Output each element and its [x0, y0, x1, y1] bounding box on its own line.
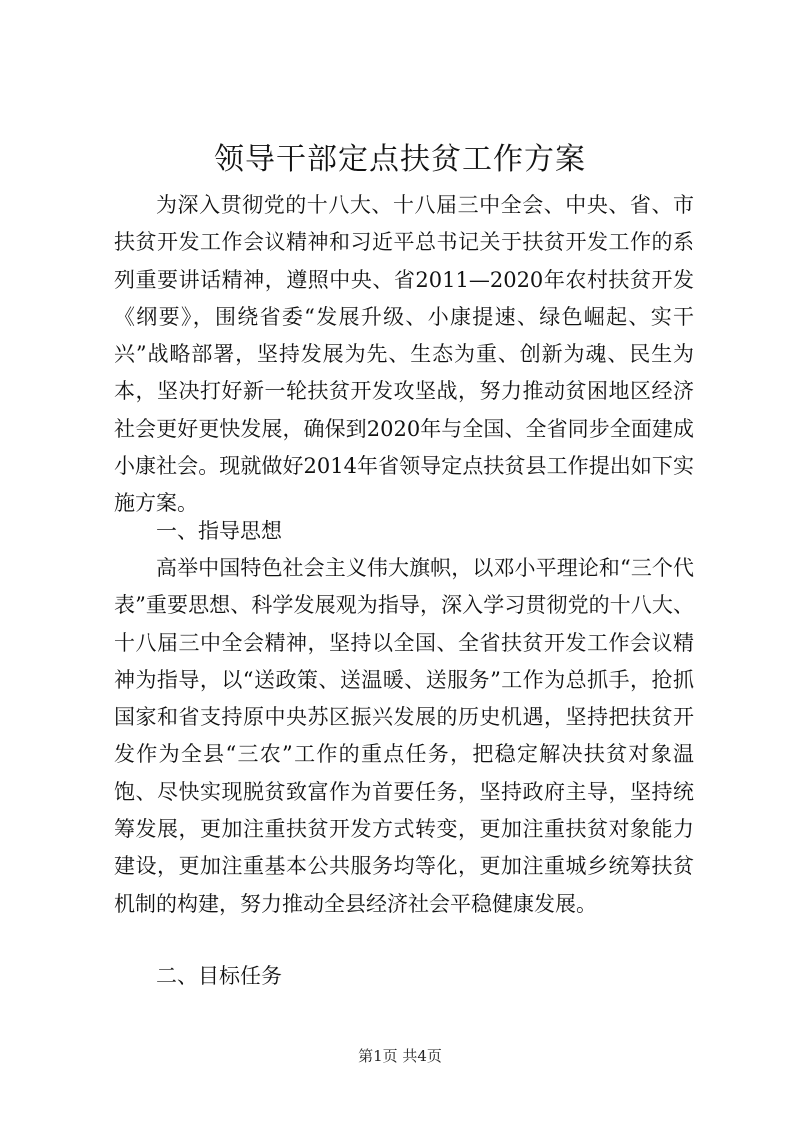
intro-paragraph: 为深入贯彻党的十八大、十八届三中全会、中央、省、市扶贫开发工作会议精神和习近平总书记关于扶贫开发工作的系列重要讲话精神，遵照中央、省2011—2020年农村扶贫开发《纲要》，围绕省委“发展升级、小康提速、绿色崛起、实干兴”战略部署，坚持发展为先、生态为重、创新为魂、民生为本，坚决打好新一轮扶贫开发攻坚战，努力推动贫困地区经济社会更好更快发展，确保到2020年与全国、全省同步全面建成小康社会。现就做好2014年省领导定点扶贫县工作提出如下实施方案。 — [114, 193, 694, 516]
section-heading-guiding-ideology: 一、指导思想 — [156, 519, 282, 543]
page-number-footer: 第1页 共4页 — [358, 1047, 442, 1065]
document-title: 领导干部定点扶贫工作方案 — [214, 142, 586, 177]
guiding-ideology-paragraph: 高举中国特色社会主义伟大旗帜，以邓小平理论和“三个代表”重要思想、科学发展观为指导，深入学习贯彻党的十八大、十八届三中全会精神，坚持以全国、全省扶贫开发工作会议精神为指导，以“送政策、送温暖、送服务”工作为总抓手，抢抓国家和省支持原中央苏区振兴发展的历史机遇，坚持把扶贫开发作为全县“三农”工作的重点任务，把稳定解决扶贫对象温饱、尽快实现脱贫致富作为首要任务，坚持政府主导，坚持统筹发展，更加注重扶贫开发方式转变，更加注重扶贫对象能力建设，更加注重基本公共服务均等化，更加注重城乡统筹扶贫机制的构建，努力推动全县经济社会平稳健康发展。 — [114, 556, 694, 916]
section-heading-goals-tasks: 二、目标任务 — [156, 964, 282, 988]
